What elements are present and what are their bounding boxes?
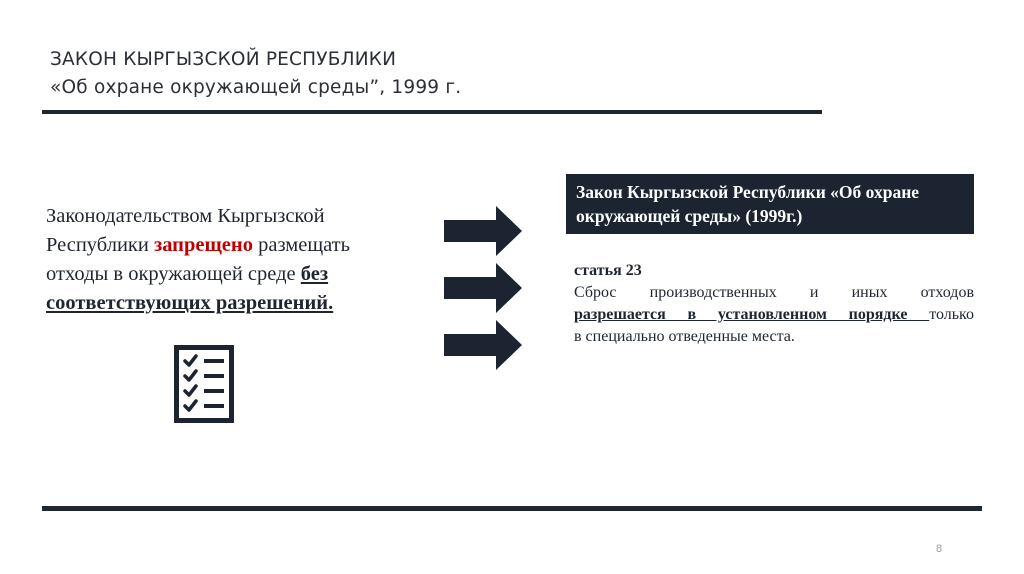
- article-line-1: Сброс производственных и иных отходов: [574, 284, 974, 301]
- left-paragraph: [46, 202, 416, 318]
- slide-title: [50, 46, 461, 102]
- without-permits-phrase: без соответствующих разрешений.: [46, 263, 334, 314]
- top-divider: [42, 110, 822, 114]
- forbidden-word: запрещено: [153, 234, 253, 256]
- title-line-2: «Об охране окружающей среды”, 1999 г.: [50, 77, 462, 98]
- article-number: статья 23: [574, 262, 642, 279]
- arrow-right-icon: [444, 320, 522, 370]
- page-number: 8: [936, 543, 943, 555]
- article-line-2: [574, 304, 974, 326]
- article-block: [574, 260, 974, 348]
- article-line-2-rest: только: [929, 306, 974, 323]
- title-line-1: ЗАКОН КЫРГЫЗСКОЙ РЕСПУБЛИКИ: [50, 49, 397, 70]
- allowed-phrase: разрешается в установленном порядке: [574, 306, 930, 323]
- law-title-box: [566, 174, 974, 234]
- checklist-icon: [174, 345, 234, 423]
- arrow-right-icon: [444, 206, 522, 256]
- law-title-text: Закон Кыргызской Республики «Об охране окружающей среды» (1999г.): [576, 182, 920, 226]
- bottom-divider: [42, 506, 982, 511]
- left-text-part-2: размещать отходы в окружающей среде: [46, 234, 350, 285]
- left-text-part-1: Законодательством Кыргызской Республики: [46, 205, 325, 256]
- article-line-3: в специально отведенные места.: [574, 328, 795, 345]
- arrow-right-icon: [444, 263, 522, 313]
